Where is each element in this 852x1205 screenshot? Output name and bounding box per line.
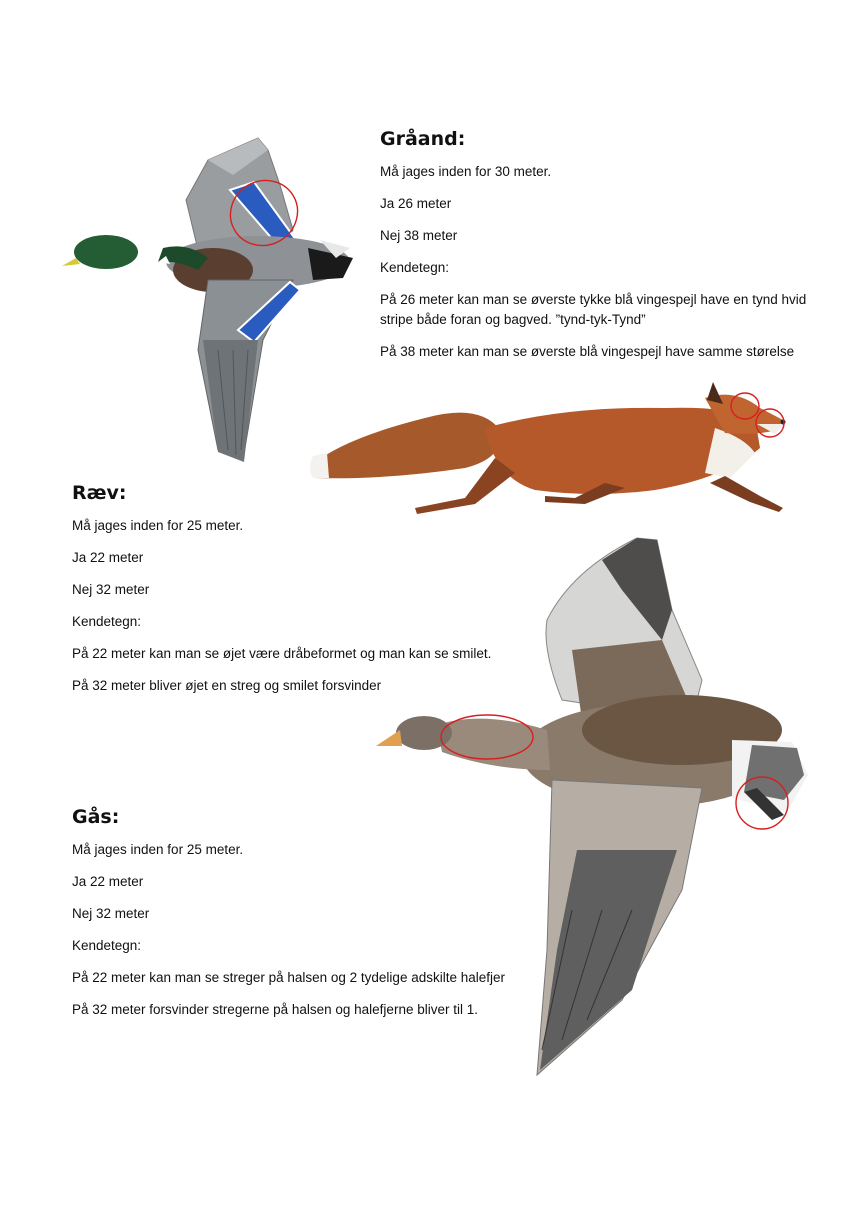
fox-far-description: På 32 meter bliver øjet en streg og smilet forsvinder	[72, 678, 382, 693]
mallard-section	[380, 128, 830, 374]
fox-range: Må jages inden for 25 meter.	[72, 518, 244, 533]
mallard-yes-distance: Ja 26 meter	[380, 196, 452, 211]
mallard-title: Gråand:	[380, 128, 466, 150]
mallard-range: Må jages inden for 30 meter.	[380, 164, 552, 179]
goose-range: Må jages inden for 25 meter.	[72, 842, 244, 857]
mallard-no-distance: Nej 38 meter	[380, 228, 458, 243]
goose-yes-distance: Ja 22 meter	[72, 874, 144, 889]
fox-no-distance: Nej 32 meter	[72, 582, 150, 597]
goose-near-description: På 22 meter kan man se streger på halsen og 2 tydelige adskilte halefjer	[72, 970, 506, 985]
fox-title: Ræv:	[72, 482, 127, 504]
mallard-near-description: På 26 meter kan man se øverste tykke blå vingespejl have en tynd hvid stripe både foran og bagved. ”tynd-tyk-Tynd”	[380, 292, 807, 327]
fox-near-description: På 22 meter kan man se øjet være dråbeformet og man kan se smilet.	[72, 646, 492, 661]
fox-marks-label: Kendetegn:	[72, 614, 142, 629]
mallard-marks-label: Kendetegn:	[380, 260, 450, 275]
goose-section	[72, 806, 512, 1032]
mallard-far-description: På 38 meter kan man se øverste blå vingespejl have samme størelse	[380, 344, 795, 359]
goose-no-distance: Nej 32 meter	[72, 906, 150, 921]
fox-yes-distance: Ja 22 meter	[72, 550, 144, 565]
goose-title: Gås:	[72, 806, 120, 828]
fox-section	[72, 482, 542, 708]
goose-marks-label: Kendetegn:	[72, 938, 142, 953]
goose-far-description: På 32 meter forsvinder stregerne på halsen og halefjerne bliver til 1.	[72, 1002, 478, 1017]
